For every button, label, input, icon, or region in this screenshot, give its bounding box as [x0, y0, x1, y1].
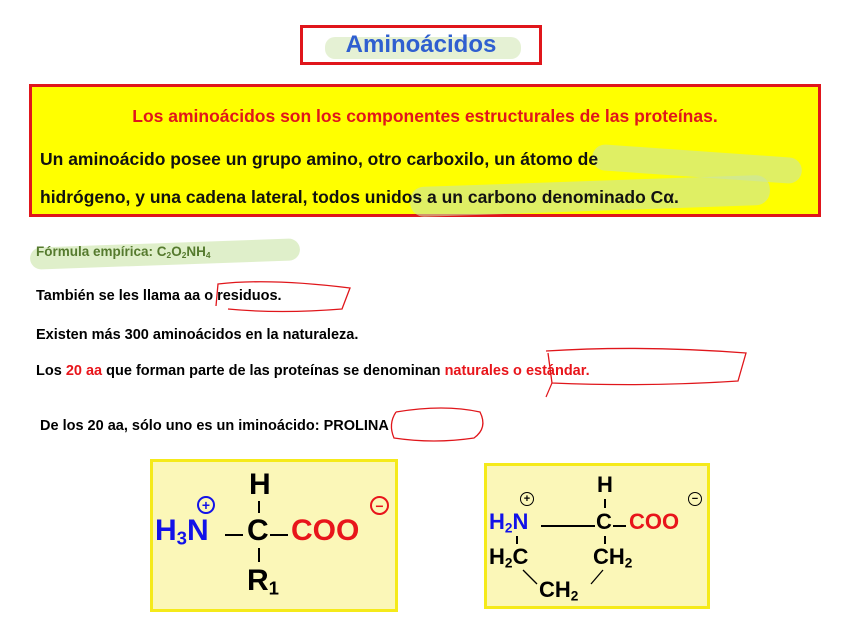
natural-number: 20 aa	[65, 363, 103, 379]
formula-line	[36, 244, 211, 260]
proline-amino-n: N	[512, 509, 529, 534]
generic-aa-structure	[150, 459, 398, 612]
proline-h2c-sub: 2	[504, 555, 513, 571]
definition-line-1: Un aminoácido posee un grupo amino, otro carboxilo, un átomo de	[40, 149, 599, 169]
side-chain-r: R	[247, 564, 269, 597]
proline-ch-bottom: CH	[539, 577, 571, 602]
bond-line	[225, 534, 243, 536]
side-chain-sub: 1	[268, 577, 280, 599]
proline-structure	[484, 463, 710, 609]
page-title: Aminoácidos	[345, 31, 497, 58]
amino-group	[155, 516, 209, 548]
definition-line-2: hidrógeno, y una cadena lateral, todos unidos a un carbono denominado Cα.	[40, 187, 679, 207]
bond-line	[613, 525, 626, 527]
bond-line	[604, 499, 606, 508]
formula-o: O	[171, 244, 182, 259]
residues-text: También se les llama	[36, 288, 185, 304]
minus-charge: −	[370, 496, 389, 515]
formula-sub: 2	[166, 250, 172, 261]
natural-middle: que forman parte de las proteínas se denominan	[102, 363, 445, 379]
proline-h2c-h: H	[489, 544, 505, 569]
bond-line	[516, 536, 518, 544]
natural-line	[36, 363, 590, 379]
proline-ch-right: CH	[593, 544, 625, 569]
proline-ch2-right	[593, 546, 632, 570]
bond-line	[604, 536, 606, 544]
formula-label: Fórmula empírica: C	[36, 244, 167, 259]
amino-sub: 3	[176, 527, 188, 549]
proline-amino-group	[489, 511, 528, 535]
proline-amino-h: H	[489, 509, 505, 534]
proline-minus-charge: −	[688, 492, 702, 506]
natural-prefix: Los	[36, 363, 66, 379]
proline-plus-charge: +	[520, 492, 534, 506]
proline-h2c-c: C	[512, 544, 529, 569]
natural-highlight: naturales o estándar.	[444, 363, 590, 379]
count-line: Existen más 300 aminoácidos en la naturaleza.	[36, 327, 359, 343]
definition-title: Los aminoácidos son los componentes estructurales de las proteínas.	[132, 106, 718, 126]
proline-alpha-carbon: C	[596, 509, 612, 534]
proline-ch2-right-sub: 2	[624, 555, 633, 571]
alpha-hydrogen: H	[249, 468, 271, 501]
carboxyl-group: COO	[291, 514, 360, 547]
bond-line	[270, 534, 288, 536]
alpha-carbon: C	[247, 514, 269, 547]
definition-box	[29, 84, 821, 217]
proline-carboxyl-group: COO	[629, 509, 680, 534]
amino-n: N	[187, 514, 209, 547]
proline-amino-sub: 2	[504, 520, 513, 536]
proline-highlight: PROLINA	[323, 418, 389, 434]
residues-line	[36, 288, 282, 304]
proline-h2c	[489, 546, 528, 570]
formula-nh: NH	[186, 244, 206, 259]
proline-ch2-bottom	[539, 579, 578, 603]
proline-alpha-hydrogen: H	[597, 472, 613, 497]
formula-sub: 2	[181, 250, 187, 261]
formula-sub: 4	[205, 250, 211, 261]
residues-highlight: aa o residuos.	[184, 288, 282, 304]
handwritten-markup	[384, 400, 494, 450]
amino-h: H	[155, 514, 177, 547]
proline-text: De los 20 aa, sólo uno es un iminoácido:	[40, 418, 324, 434]
proline-line	[40, 418, 389, 434]
side-chain	[247, 566, 279, 598]
plus-charge: +	[197, 496, 215, 514]
title-box	[300, 25, 542, 65]
proline-ch2-bottom-sub: 2	[570, 588, 579, 604]
bond-line	[258, 548, 260, 562]
bond-line	[258, 501, 260, 513]
bond-line	[541, 525, 595, 527]
